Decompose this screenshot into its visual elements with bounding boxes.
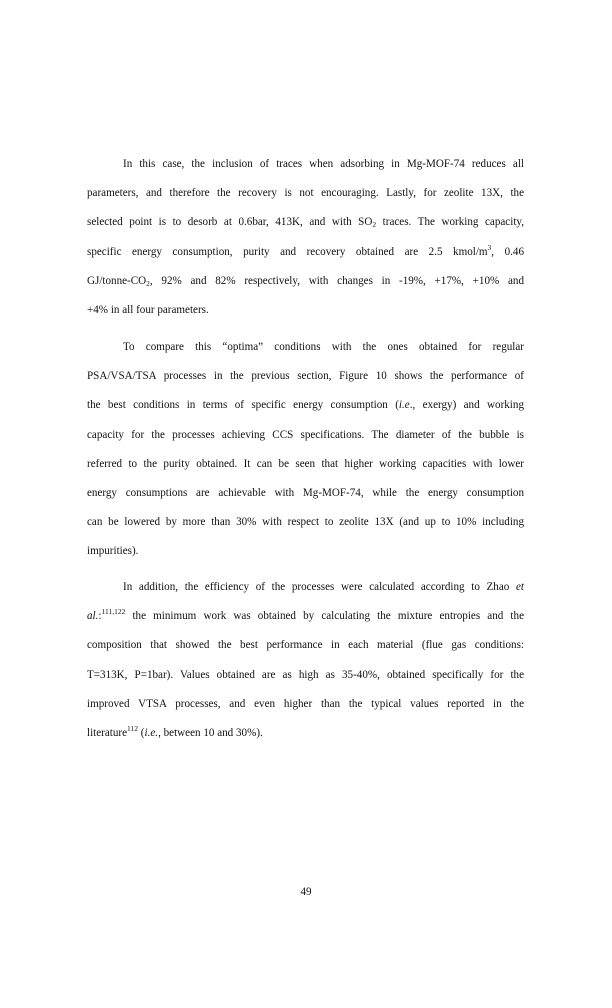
text-run: , 92% and 82% respectively, with changes in -19%, +17%, +10% and xyxy=(149,274,524,287)
text-run: energy consumptions are achievable with Mg-MOF-74, while the energy consumption xyxy=(87,487,524,500)
text-run: the best conditions in terms of specific energy consumption ( xyxy=(87,399,399,412)
text-run: In this case, the inclusion of traces when adsorbing in Mg-MOF-74 reduces all xyxy=(123,158,524,170)
text-line xyxy=(87,602,524,631)
text-run: the minimum work was obtained by calculating the mixture entropies and the xyxy=(125,610,524,623)
text-line xyxy=(87,450,524,479)
text-run: : xyxy=(98,610,102,623)
text-run: composition that showed the best performance in each material (flue gas conditions: xyxy=(87,639,524,652)
superscript: 3 xyxy=(487,242,492,252)
text-line xyxy=(87,208,524,237)
text-line xyxy=(87,362,524,391)
text-run: improved VTSA processes, and even higher than the typical values reported in the xyxy=(87,697,524,710)
text-line xyxy=(87,631,524,660)
paragraph-optima-comparison xyxy=(87,333,524,567)
text-line xyxy=(87,333,524,362)
text-line xyxy=(87,150,524,179)
paragraph-text xyxy=(87,333,524,567)
superscript: 111,122 xyxy=(101,607,126,617)
text-line xyxy=(87,179,524,208)
text-run: specific energy consumption, purity and recovery obtained are 2.5 kmol/m xyxy=(87,245,488,258)
text-run: GJ/tonne-CO xyxy=(87,274,147,287)
text-line xyxy=(87,421,524,450)
text-run: T=313K, P=1bar). Values obtained are as high as 35-40%, obtained specifically for the xyxy=(87,668,524,681)
paragraph-text xyxy=(87,150,524,325)
paragraph-efficiency xyxy=(87,573,524,748)
paragraph-traces-zeolite xyxy=(87,150,524,325)
italic-text: et xyxy=(515,581,524,593)
text-run: selected point is to desorb at 0.6bar, 413K, and with SO xyxy=(87,216,373,229)
text-run: +4% in all four parameters. xyxy=(87,304,209,317)
superscript: 112 xyxy=(127,724,139,734)
text-line xyxy=(87,661,524,690)
text-line xyxy=(87,296,524,325)
text-line xyxy=(87,690,524,719)
subscript: 2 xyxy=(146,278,150,288)
paragraph-text xyxy=(87,573,524,748)
subscript: 2 xyxy=(372,220,377,230)
text-run: literature xyxy=(87,727,128,740)
text-run: In addition, the efficiency of the processes were calculated according to Zhao xyxy=(123,581,516,593)
text-run: To compare this “optima” conditions with the ones obtained for regular xyxy=(123,341,524,353)
page-number: 49 xyxy=(300,886,312,898)
text-run: can be lowered by more than 30% with respect to zeolite 13X (and up to 10% including xyxy=(87,516,524,529)
text-run: PSA/VSA/TSA processes in the previous section, Figure 10 shows the performance of xyxy=(87,370,524,383)
text-line xyxy=(87,267,524,296)
italic-text: i.e xyxy=(398,399,410,412)
text-line xyxy=(87,508,524,537)
italic-text: al. xyxy=(87,610,99,623)
text-run: impurities). xyxy=(87,545,139,558)
text-run: referred to the purity obtained. It can be seen that higher working capacities with lower xyxy=(87,457,524,470)
text-run: capacity for the processes achieving CCS specifications. The diameter of the bubble is xyxy=(87,428,524,441)
text-run: ( xyxy=(138,727,145,740)
text-line xyxy=(87,537,524,566)
italic-text: i.e. xyxy=(144,727,159,740)
text-run: , 0.46 xyxy=(491,245,524,258)
text-run: , between 10 and 30%). xyxy=(158,727,263,740)
text-line xyxy=(87,391,524,420)
text-line xyxy=(87,238,524,267)
text-run: ., exergy) and working xyxy=(409,399,524,412)
text-run: traces. The working capacity, xyxy=(376,216,524,229)
text-run: parameters, and therefore the recovery is not encouraging. Lastly, for zeolite 13X, the xyxy=(87,187,524,200)
text-line xyxy=(87,479,524,508)
text-line xyxy=(87,719,524,748)
text-line xyxy=(87,573,524,602)
